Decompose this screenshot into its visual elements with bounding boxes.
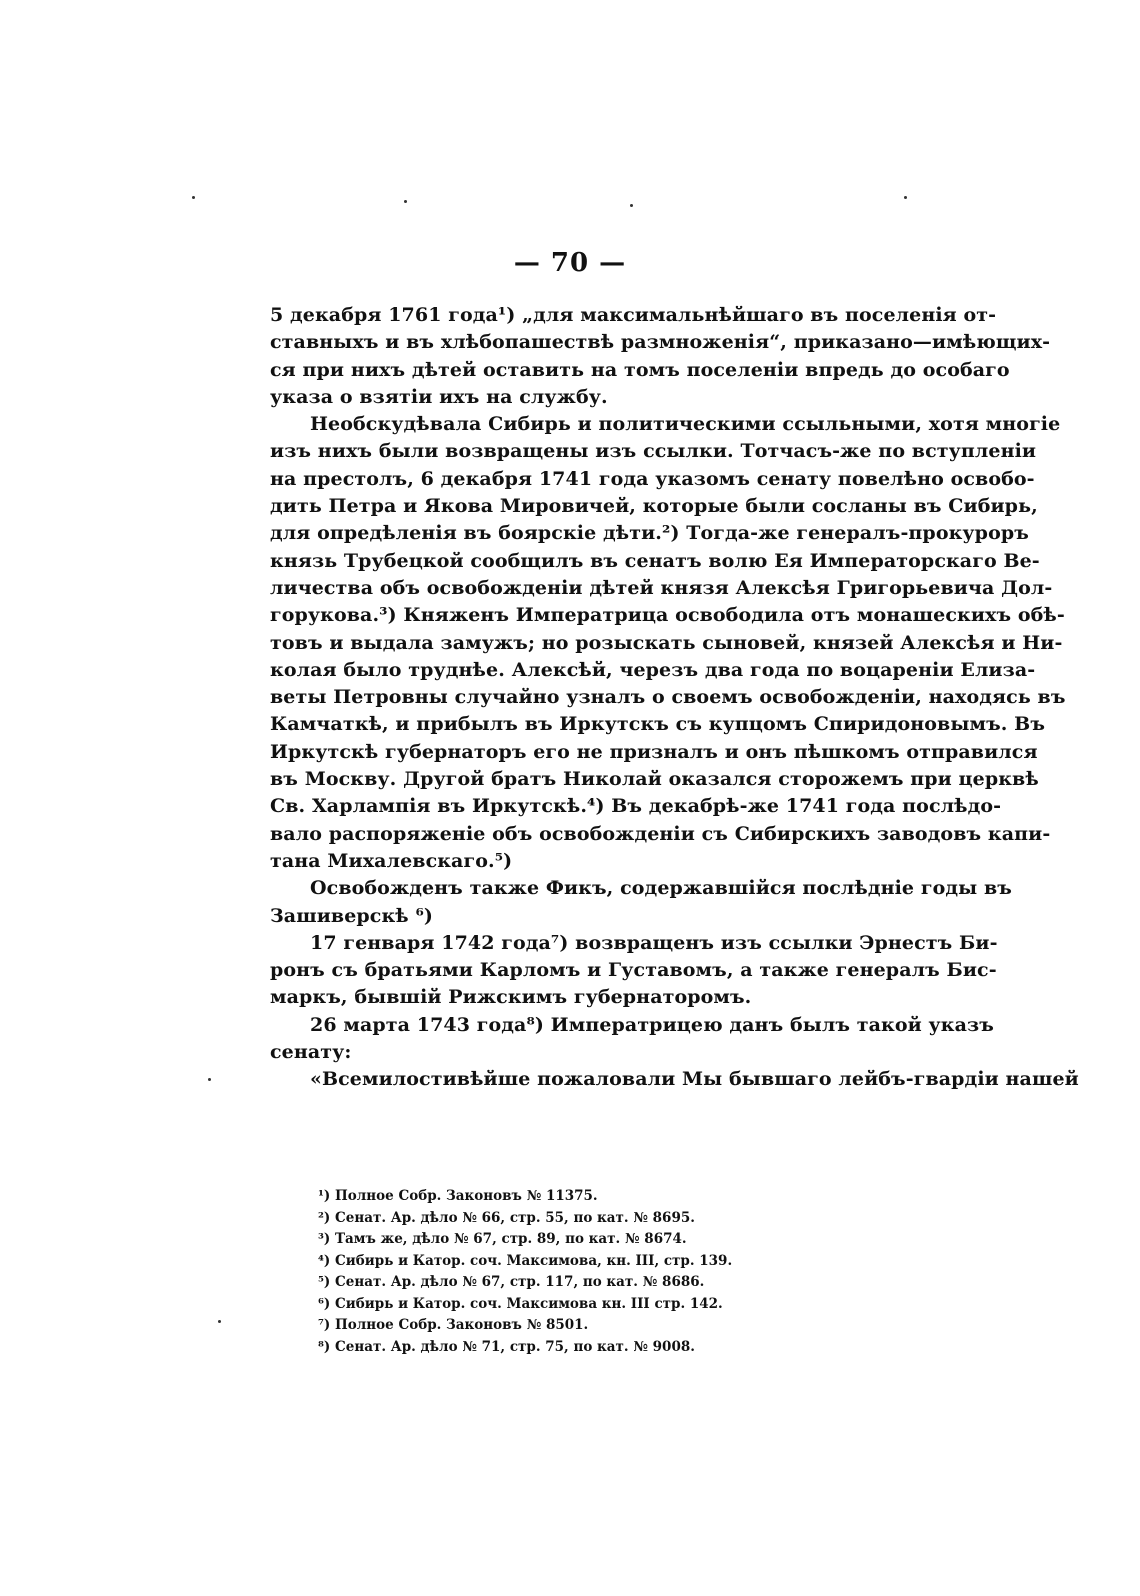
footnote: ¹) Полное Собр. Законовъ № 11375. (318, 1188, 598, 1204)
text-line: въ Москву. Другой братъ Николай оказался сторожемъ при церквѣ (270, 768, 1039, 791)
footnote: ⁴) Сибирь и Катор. соч. Максимова, кн. III, стр. 139. (318, 1252, 733, 1269)
text-line: Зашиверскѣ ⁶) (270, 904, 433, 927)
text-line: личества объ освобожденіи дѣтей князя Алексѣя Григорьевича Дол- (270, 576, 1053, 599)
scan-speck (218, 1320, 221, 1323)
text-line: ронъ съ братьями Карломъ и Густавомъ, а также генералъ Бис- (270, 959, 997, 982)
text-line: Необскудѣвала Сибирь и политическими ссыльными, хотя многіе (310, 413, 1061, 436)
text-line: ся при нихъ дѣтей оставить на томъ поселеніи впредь до особаго (270, 358, 1010, 381)
page-number: — 70 — (513, 248, 627, 278)
scan-speck (208, 1078, 211, 1081)
text-line: 17 генваря 1742 года⁷) возвращенъ изъ ссылки Эрнестъ Би- (310, 931, 998, 954)
text-line: Иркутскѣ губернаторъ его не призналъ и онъ пѣшкомъ отправился (270, 740, 1038, 763)
text-line: тана Михалевскаго.⁵) (270, 849, 513, 872)
text-line: дить Петра и Якова Мировичей, которые были сосланы въ Сибирь, (270, 495, 1038, 518)
footnote: ⁵) Сенат. Ар. дѣло № 67, стр. 117, по кат. № 8686. (318, 1274, 705, 1290)
footnote: ⁶) Сибирь и Катор. соч. Максимова кн. III стр. 142. (318, 1295, 723, 1312)
text-line: маркъ, бывшій Рижскимъ губернаторомъ. (270, 986, 752, 1009)
text-line: колая было труднѣе. Алексѣй, черезъ два года по воцареніи Елиза- (270, 658, 1036, 681)
scan-speck (904, 196, 907, 199)
text-line: указа о взятіи ихъ на службу. (270, 385, 608, 408)
body-text (270, 302, 1079, 1094)
text-line: товъ и выдала замужъ; но розыскать сыновей, князей Алексѣя и Ни- (270, 631, 1063, 654)
text-line: Камчаткѣ, и прибылъ въ Иркутскъ съ купцомъ Спиридоновымъ. Въ (270, 713, 1046, 736)
text-line: 5 декабря 1761 года¹) „для максимальнѣйшаго въ поселенія от- (270, 304, 997, 326)
footnote: ⁸) Сенат. Ар. дѣло № 71, стр. 75, по кат. № 9008. (318, 1338, 695, 1355)
footnotes (318, 1186, 838, 1358)
footnote: ⁷) Полное Собр. Законовъ № 8501. (318, 1317, 589, 1333)
text-line: на престолъ, 6 декабря 1741 года указомъ сенату повелѣно освобо- (270, 467, 1035, 490)
text-line: для опредѣленія въ боярскіе дѣти.²) Тогда-же генералъ-прокуроръ (270, 522, 1029, 545)
text-line: Освобожденъ также Фикъ, содержавшійся послѣдніе годы въ (310, 877, 1012, 900)
text-line: князь Трубецкой сообщилъ въ сенатъ волю Ея Императорскаго Ве- (270, 549, 1040, 572)
scan-speck (630, 204, 633, 207)
text-line: «Всемилостивѣйше пожаловали Мы бывшаго лейбъ-гвардіи нашей (310, 1068, 1079, 1091)
text-line: сенату: (270, 1041, 352, 1064)
text-line: вало распоряженіе объ освобожденіи съ Сибирскихъ заводовъ капи- (270, 822, 1051, 845)
footnote: ²) Сенат. Ар. дѣло № 66, стр. 55, по кат. № 8695. (318, 1209, 695, 1226)
scan-speck (192, 196, 195, 199)
text-line: веты Петровны случайно узналъ о своемъ освобожденіи, находясь въ (270, 686, 1066, 709)
text-line: изъ нихъ были возвращены изъ ссылки. Тотчасъ-же по вступленіи (270, 440, 1037, 463)
text-line: ставныхъ и въ хлѣбопашествѣ размноженія“, приказано—имѣющих- (270, 331, 1051, 354)
text-line: горукова.³) Княженъ Императрица освободила отъ монашескихъ обѣ- (270, 604, 1065, 627)
scan-speck (404, 200, 407, 203)
text-line: Св. Харлампія въ Иркутскѣ.⁴) Въ декабрѣ-же 1741 года послѣдо- (270, 795, 1002, 818)
text-line: 26 марта 1743 года⁸) Императрицею данъ былъ такой указъ (310, 1013, 994, 1036)
footnote: ³) Тамъ же, дѣло № 67, стр. 89, по кат. № 8674. (318, 1231, 687, 1247)
